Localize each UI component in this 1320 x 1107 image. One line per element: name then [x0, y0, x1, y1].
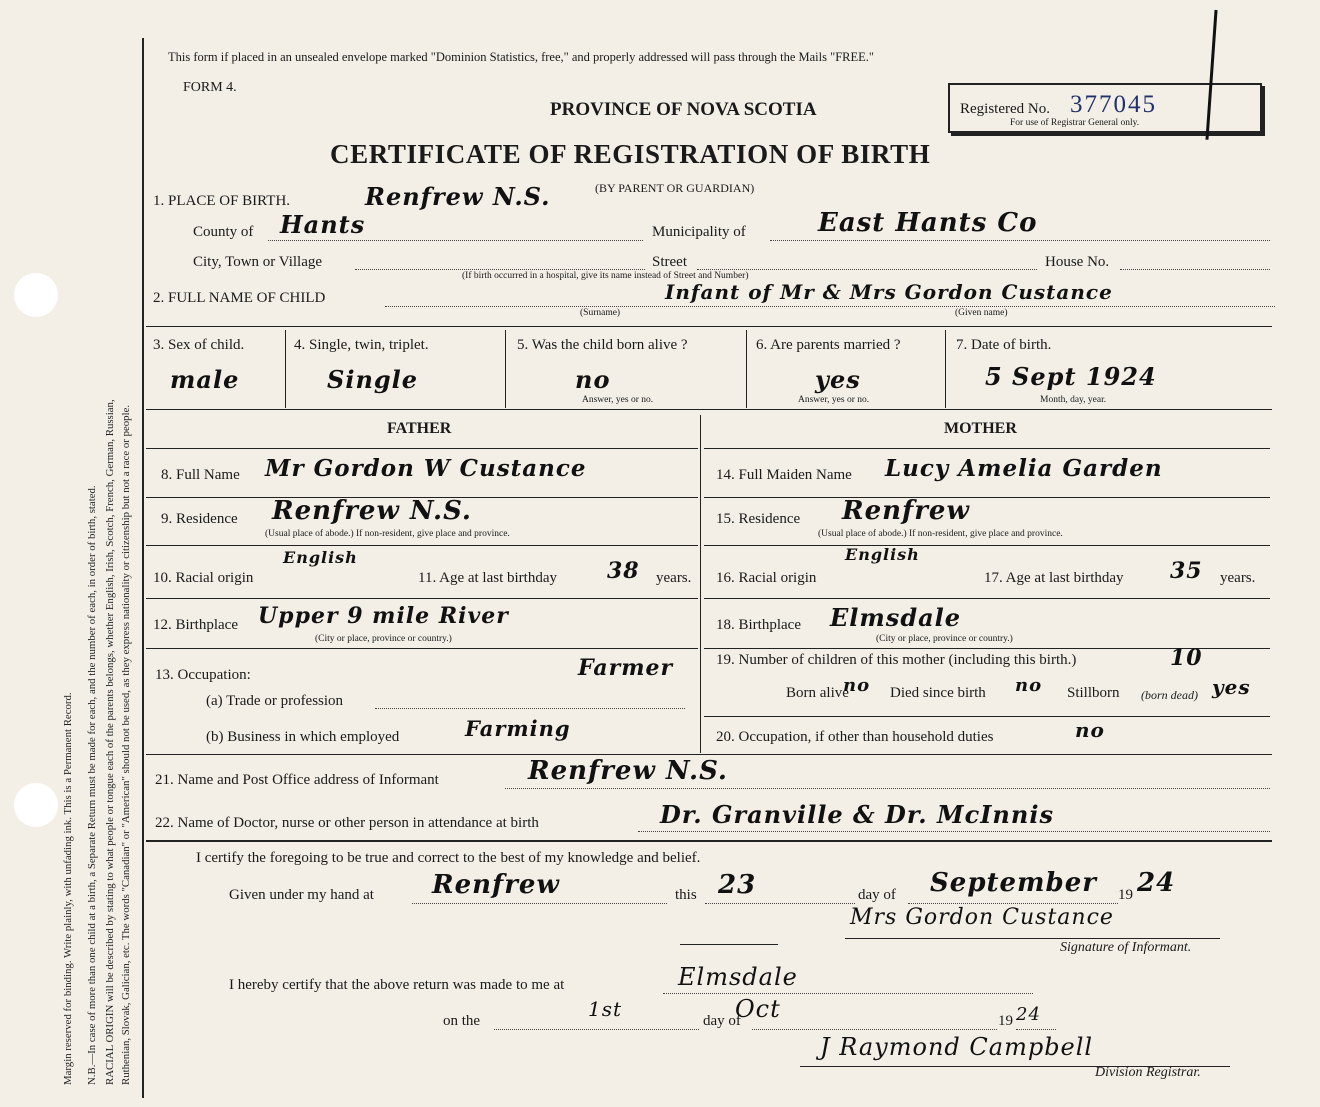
- date-of-birth-label: 7. Date of birth.: [956, 337, 1052, 353]
- reg-day-line: [494, 1029, 699, 1030]
- mother-racial-value: English: [845, 545, 920, 564]
- father-heading: FATHER: [387, 420, 452, 437]
- children-count-label: 19. Number of children of this mother (including this birth.): [716, 652, 1077, 668]
- margin-note: Margin reserved for binding. Write plainly, with unfading ink. This is a Permanent Record.: [62, 692, 74, 1085]
- stillborn-note: (born dead): [1141, 688, 1198, 702]
- registered-label: Registered No.: [960, 101, 1050, 117]
- father-residence-value: Renfrew N.S.: [272, 496, 472, 526]
- birthplace-note: (City or place, province or country.): [315, 634, 452, 644]
- mother-years: years.: [1220, 570, 1256, 586]
- residence-note: (Usual place of abode.) If non-resident, give place and province.: [818, 529, 1063, 539]
- single-label: 4. Single, twin, triplet.: [294, 337, 429, 353]
- row-line: [146, 448, 698, 449]
- binding-margin: [0, 0, 140, 1107]
- surname-note: (Surname): [580, 308, 621, 318]
- street-line: [697, 269, 1037, 270]
- trade-line: [375, 708, 685, 709]
- col-divider: [505, 330, 506, 408]
- father-age-value: 38: [607, 558, 640, 584]
- born-alive-value: no: [575, 365, 611, 394]
- row-line: [146, 545, 698, 546]
- doctor-label: 22. Name of Doctor, nurse or other person in attendance at birth: [155, 815, 539, 831]
- informant-signature: Mrs Gordon Custance: [850, 905, 1114, 930]
- mother-name-value: Lucy Amelia Garden: [885, 455, 1163, 482]
- by-parent-note: (BY PARENT OR GUARDIAN): [595, 181, 755, 195]
- col-divider: [746, 330, 747, 408]
- child-name-value: Infant of Mr & Mrs Gordon Custance: [665, 280, 1113, 304]
- father-years: years.: [656, 570, 692, 586]
- mother-occupation-value: no: [1075, 718, 1105, 742]
- county-line: [268, 240, 643, 241]
- row-line: [704, 497, 1270, 498]
- stillborn-value: yes: [1212, 675, 1251, 699]
- answer-note: Answer, yes or no.: [798, 395, 870, 405]
- father-birthplace-value: Upper 9 mile River: [258, 603, 509, 629]
- on-the-label: on the: [443, 1013, 481, 1029]
- registered-number: 377045: [1070, 91, 1157, 118]
- registrar-label: Division Registrar.: [1095, 1065, 1201, 1080]
- mother-residence-value: Renfrew: [842, 496, 970, 526]
- date-of-birth-value: 5 Sept 1924: [985, 362, 1157, 391]
- registrar-signature: J Raymond Campbell: [820, 1033, 1094, 1061]
- divider: [146, 326, 1272, 327]
- informant-line: [505, 788, 1270, 789]
- father-occupation-value: Farmer: [578, 655, 674, 681]
- month-line: [908, 903, 1118, 904]
- row-line: [704, 448, 1270, 449]
- child-name-label: 2. FULL NAME OF CHILD: [153, 290, 326, 306]
- mother-name-label: 14. Full Maiden Name: [716, 467, 852, 483]
- reg-day-value: 1st: [588, 997, 623, 1021]
- signature-line: [845, 938, 1220, 939]
- county-value: Hants: [280, 210, 366, 239]
- reg-year-prefix: 19: [998, 1013, 1013, 1029]
- house-label: House No.: [1045, 254, 1110, 270]
- signature-label: Signature of Informant.: [1060, 940, 1192, 955]
- business-value: Farming: [465, 716, 571, 741]
- given-place-line: [412, 903, 667, 904]
- born-alive-count-value: no: [843, 675, 871, 696]
- answer-note: Answer, yes or no.: [582, 395, 654, 405]
- divider: [146, 754, 1272, 755]
- date-note: Month, day, year.: [1040, 395, 1107, 405]
- municipality-value: East Hants Co: [818, 208, 1038, 238]
- parents-married-value: yes: [815, 365, 861, 394]
- reg-month-value: Oct: [735, 995, 781, 1023]
- business-label: (b) Business in which employed: [206, 729, 400, 745]
- father-mother-divider: [700, 415, 701, 753]
- place-of-birth-label: 1. PLACE OF BIRTH.: [153, 193, 291, 209]
- divider: [146, 409, 1272, 410]
- mother-racial-label: 16. Racial origin: [716, 570, 817, 586]
- born-alive-label: 5. Was the child born alive ?: [517, 337, 688, 353]
- year-prefix: 19: [1118, 887, 1133, 903]
- province-title: PROVINCE OF NOVA SCOTIA: [550, 99, 817, 120]
- street-label: Street: [652, 254, 687, 270]
- col-divider: [945, 330, 946, 408]
- month-value: September: [930, 868, 1097, 898]
- col-divider: [285, 330, 286, 408]
- given-under-label: Given under my hand at: [229, 887, 374, 903]
- registrar-note: For use of Registrar General only.: [1010, 118, 1140, 128]
- mother-age-label: 17. Age at last birthday: [984, 570, 1124, 586]
- margin-note: N.B.—In case of more than one child at a birth, a Separate Return must be made for each, and the number of each, in order of birth, stated.: [86, 485, 98, 1085]
- margin-note: Ruthenian, Slovak, Galician, etc. The words "Canadian" or "American" should not be used, as they express nationality or citizenship but not a race or people.: [120, 404, 132, 1085]
- informant-value: Renfrew N.S.: [528, 756, 728, 786]
- day-line: [705, 903, 855, 904]
- sex-label: 3. Sex of child.: [153, 337, 245, 353]
- frame-left: [142, 38, 144, 1098]
- parents-married-label: 6. Are parents married ?: [756, 337, 901, 353]
- county-label: County of: [193, 224, 254, 240]
- reg-month-line: [752, 1029, 997, 1030]
- municipality-label: Municipality of: [652, 224, 746, 240]
- father-residence-label: 9. Residence: [161, 511, 238, 527]
- born-alive-count-label: Born alive: [786, 685, 849, 701]
- mother-birthplace-label: 18. Birthplace: [716, 617, 801, 633]
- given-place-value: Renfrew: [432, 870, 560, 900]
- hospital-note: (If birth occurred in a hospital, give its name instead of Street and Number): [462, 271, 749, 281]
- child-name-line: [385, 306, 1275, 307]
- place-of-birth-value: Renfrew N.S.: [365, 182, 551, 211]
- residence-note: (Usual place of abode.) If non-resident, give place and province.: [265, 529, 510, 539]
- died-since-birth-value: no: [1015, 675, 1043, 696]
- mother-occupation-label: 20. Occupation, if other than household duties: [716, 729, 994, 745]
- row-line: [704, 545, 1270, 546]
- stillborn-label: Stillborn: [1067, 685, 1120, 701]
- informant-label: 21. Name and Post Office address of Informant: [155, 772, 439, 788]
- doctor-line: [638, 831, 1270, 832]
- row-line: [704, 598, 1270, 599]
- municipality-line: [770, 240, 1270, 241]
- birthplace-note: (City or place, province or country.): [876, 634, 1013, 644]
- short-rule: [680, 944, 778, 945]
- reg-year-line: [1016, 1029, 1056, 1030]
- punch-hole: [14, 273, 58, 317]
- house-line: [1120, 269, 1270, 270]
- row-line: [704, 716, 1270, 717]
- row-line: [146, 648, 698, 649]
- reg-year-value: 24: [1016, 1004, 1041, 1025]
- single-value: Single: [327, 365, 419, 394]
- doctor-value: Dr. Granville & Dr. McInnis: [660, 800, 1054, 829]
- father-age-label: 11. Age at last birthday: [418, 570, 557, 586]
- reg-day-of-label: day of: [703, 1013, 741, 1029]
- margin-note: RACIAL ORIGIN will be described by stating to what people or tongue each of the parents belongs, whether English, Irish, Scotch, French, German, Russian,: [104, 399, 116, 1085]
- city-label: City, Town or Village: [193, 254, 323, 270]
- mother-residence-label: 15. Residence: [716, 511, 801, 527]
- trade-label: (a) Trade or profession: [206, 693, 344, 709]
- this-label: this: [675, 887, 697, 903]
- certify-text: I certify the foregoing to be true and correct to the best of my knowledge and belief.: [196, 850, 701, 866]
- mother-age-value: 35: [1170, 558, 1203, 584]
- died-since-birth-label: Died since birth: [890, 685, 986, 701]
- father-racial-label: 10. Racial origin: [153, 570, 254, 586]
- form-number: FORM 4.: [183, 80, 237, 95]
- father-birthplace-label: 12. Birthplace: [153, 617, 238, 633]
- sex-value: male: [170, 365, 240, 394]
- mother-heading: MOTHER: [944, 420, 1017, 437]
- father-occupation-label: 13. Occupation:: [155, 667, 251, 683]
- year-value: 24: [1137, 868, 1176, 898]
- mother-birthplace-value: Elmsdale: [830, 603, 962, 632]
- divider: [146, 840, 1272, 842]
- page-title: CERTIFICATE OF REGISTRATION OF BIRTH: [330, 139, 931, 169]
- row-line: [146, 598, 698, 599]
- registrar-certify-text: I hereby certify that the above return was made to me at: [229, 977, 565, 993]
- children-count-value: 10: [1170, 645, 1203, 671]
- punch-hole: [14, 783, 58, 827]
- father-name-label: 8. Full Name: [161, 467, 240, 483]
- mail-notice: This form if placed in an unsealed envelope marked "Dominion Statistics, free," and properly addressed will pass through the Mails "FREE.": [168, 50, 875, 64]
- given-name-note: (Given name): [955, 308, 1008, 318]
- father-racial-value: English: [283, 548, 358, 567]
- city-line: [355, 269, 645, 270]
- day-of-label: day of: [858, 887, 896, 903]
- registrar-place-value: Elmsdale: [678, 963, 798, 991]
- day-value: 23: [718, 870, 757, 900]
- father-name-value: Mr Gordon W Custance: [265, 455, 587, 482]
- registrar-place-line: [663, 993, 1033, 994]
